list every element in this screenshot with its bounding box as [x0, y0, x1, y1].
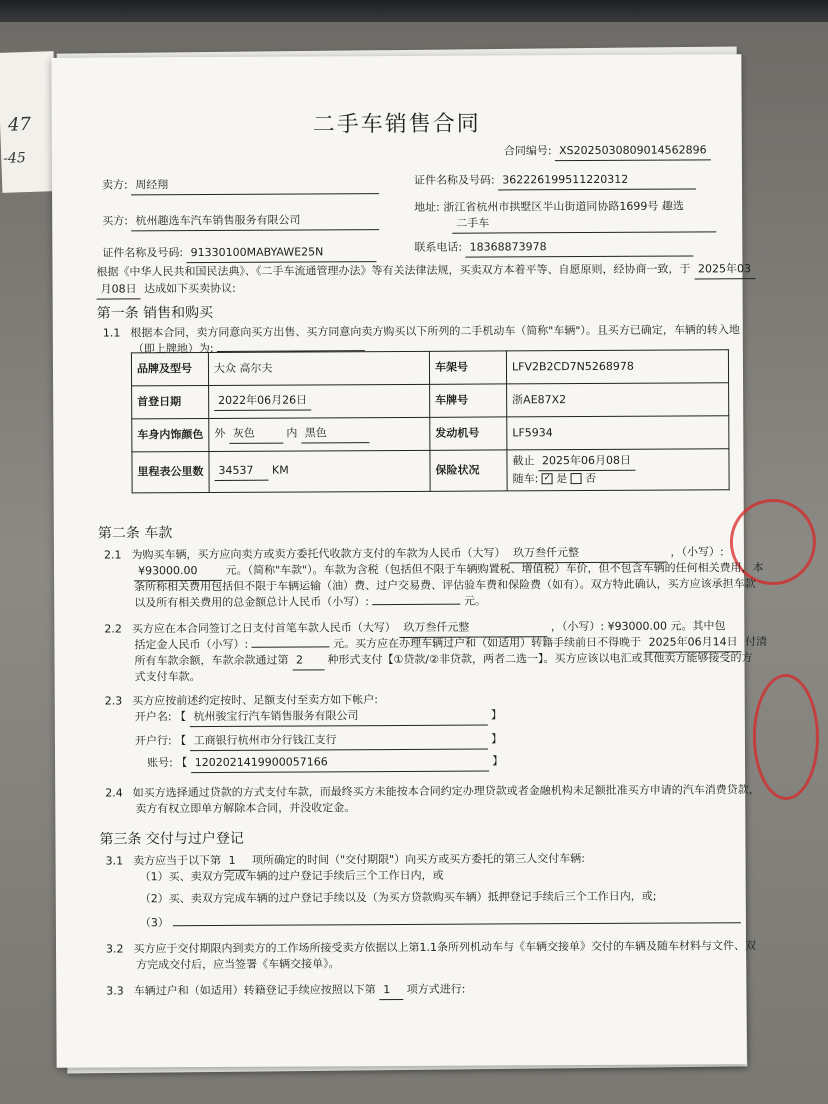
seller-id: 362226199511220312 — [498, 171, 696, 190]
contract-no-value: XS2025030809014562896 — [555, 142, 711, 160]
phone-label: 联系电话: — [414, 240, 463, 254]
buyer-name: 杭州趣选车汽车销售服务有限公司 — [131, 212, 379, 231]
table-row — [132, 416, 729, 452]
with-car-label: 随车: — [512, 471, 539, 485]
clause-text: 如买方选择通过贷款的方式支付车款，而最终买方未能按本合同约定办理贷款或者金融机构未足额批准买方申请的汽车消费贷款， — [132, 783, 760, 800]
clause-number: 1.1 — [102, 326, 121, 340]
clause-2-1-cont3 — [134, 594, 486, 612]
deposit-blank — [252, 646, 330, 647]
first-payment-chinese: 玖万叁仟元整 — [399, 619, 547, 637]
clause-3-1-opt2: （2）买、卖双方完成车辆的过户登记手续以及（为买方贷款购买车辆）抵押登记手续后三个工作日内，或; — [139, 889, 657, 906]
color-cell — [209, 417, 430, 451]
delivery-option: 1 — [225, 853, 249, 871]
seller-row — [102, 176, 379, 195]
contract-page — [51, 54, 768, 1068]
mileage-value: 34537 — [214, 463, 268, 481]
scribble-1: 47 — [7, 113, 32, 136]
mileage-label: 里程表公里数 — [132, 451, 209, 492]
interior-color: 黑色 — [301, 425, 369, 443]
clause-text: 买方应于交付期限内到卖方的工作场所接受卖方依据以上第1.1条所列机动车与《车辆交接单》交付的车辆及随车材料与文件、双 — [133, 939, 757, 956]
seller-id-row — [414, 171, 696, 190]
clause-2-2-cont3 — [135, 669, 201, 686]
clause-3-1-opt1: （1）买、卖双方完成车辆的过户登记手续后三个工作日内，或 — [139, 868, 444, 884]
account-name: 杭州骏宝行汽车销售服务有限公司 — [189, 708, 487, 727]
clause-text: 元。买方应在办理车辆过户和（如适用）转籍手续前日不得晚于 — [333, 635, 642, 651]
clause-3-3 — [106, 982, 465, 1001]
phone-value: 18368873978 — [466, 238, 694, 257]
account-name-label: 开户名: — [134, 710, 172, 724]
clause-number: 3.1 — [105, 854, 124, 868]
interior-label: 内 — [286, 426, 298, 440]
contract-title: 二手车销售合同 — [312, 111, 481, 138]
vin-value: LFV2B2CD7N5268978 — [506, 350, 728, 384]
clause-text: 以及所有相关费用的总金额总计人民币（小写）: — [134, 595, 369, 610]
plate-label: 车牌号 — [430, 384, 507, 417]
clause-number: 3.2 — [105, 942, 124, 956]
table-row — [132, 383, 729, 419]
clause-text: 所有车款余额，车款余款通过第 — [134, 653, 289, 668]
clause-text: 根据本合同，卖方同意向买方出售、买方同意向卖方购买以下所列的二手机动车（简称"车辆"）。且买方已确定，车辆的转入地 — [130, 323, 740, 340]
buyer-address-row2 — [452, 214, 716, 233]
amount-chinese: 玖万叁仟元整 — [509, 545, 667, 563]
account-number-row: 账号: 【 1202021419900057166 】 — [147, 753, 503, 772]
brand-label: 品牌及型号 — [131, 352, 208, 385]
section-2-title: 第二条 车款 — [97, 525, 173, 542]
intro-line2 — [97, 281, 236, 299]
clause-number: 2.2 — [104, 622, 122, 636]
clause-1-1 — [103, 322, 740, 342]
intro-tail: 达成如下买卖协议: — [144, 281, 236, 296]
clause-3-2 — [106, 938, 756, 958]
deadline-date: 2025年06月14日 — [645, 634, 742, 652]
laptop-edge — [0, 0, 828, 22]
vin-label: 车架号 — [429, 351, 506, 384]
yes-label: 是 — [556, 471, 568, 485]
clause-number: 2.3 — [104, 694, 123, 708]
intro-date-a: 2025年03 — [694, 261, 755, 279]
exterior-color: 灰色 — [229, 426, 283, 444]
account-name-row: 开户名: 【 杭州骏宝行汽车销售服务有限公司 】 — [135, 707, 502, 726]
table-row — [131, 350, 728, 386]
clause-text: 项所确定的时间（"交付期限"）向买方或买方委托的第三人交付车辆: — [252, 852, 585, 867]
buyer-label: 买方: — [102, 214, 128, 228]
account-number: 1202021419900057166 — [191, 754, 489, 773]
account-bank-label: 开户行: — [134, 734, 172, 748]
clause-text: ，（小写）: — [670, 545, 724, 559]
amount-number: ¥93000.00 — [134, 563, 222, 581]
yes-checkbox-checked: ✓ — [543, 473, 552, 484]
clause-text: 为购买车辆，买方应向卖方或卖方委托代收款方支付的车款为人民币（大写） — [131, 546, 506, 562]
clause-3-1-opt3 — [140, 912, 741, 932]
table-row — [132, 449, 729, 493]
clause-number: 3.3 — [106, 984, 124, 998]
buyer-address-line2: 二手车 — [452, 214, 716, 233]
clause-text: 卖方应当于以下第 — [133, 853, 222, 868]
buyer-id: 91330100MABYAWE25N — [187, 244, 377, 262]
reg-date-cell — [209, 384, 430, 418]
vehicle-info-table — [131, 349, 730, 493]
red-seal-stamp-2 — [753, 674, 820, 800]
seller-name: 周经翔 — [131, 176, 379, 195]
clause-text: 卖方有权立即单方解除本合同，并没收定金。 — [135, 801, 356, 816]
exterior-label: 外 — [214, 427, 226, 441]
clause-text: 付清 — [745, 635, 768, 649]
clause-text: 条所称相关费用包括但不限于车辆运输（油）费、过户交易费、评估验车费和保险费（如有）。双方特此确认，买方应该承担车款 — [134, 577, 756, 594]
payment-method: 2 — [292, 652, 324, 670]
no-checkbox — [571, 473, 582, 484]
insurance-until-label: 截止 — [512, 454, 535, 468]
clause-text: 车辆过户和（如适用）转籍登记手续应按照以下第 — [133, 983, 376, 998]
note-paper — [0, 51, 58, 193]
buyer-id-label: 证件名称及号码: — [102, 246, 184, 260]
engine-value: LF5934 — [507, 416, 729, 450]
option3-blank — [172, 922, 740, 926]
mileage-cell — [209, 450, 430, 492]
phone-row — [414, 238, 693, 257]
color-label: 车身内饰颜色 — [132, 418, 209, 451]
first-payment-number: ，（小写）: ¥93000.00 — [550, 619, 668, 634]
clause-2-4 — [105, 782, 760, 802]
clause-text: 元。（简称"车款"）。车款为含税（包括但不限于车辆购置税、增值税）车价，但不包含车辆的任何相关费用，本 — [225, 561, 764, 577]
clause-2-4-cont — [135, 800, 355, 818]
clause-text: 项方式进行: — [406, 982, 466, 996]
account-bank: 工商银行杭州市分行钱江支行 — [190, 732, 488, 751]
clause-text: 元。 — [463, 594, 486, 608]
buyer-address-line1: 浙江省杭州市拱墅区半山街道同协路1699号 趣选 — [443, 199, 684, 214]
mileage-unit: KM — [271, 463, 289, 477]
scribble-2: -45 — [2, 150, 27, 167]
insurance-label: 保险状况 — [430, 450, 507, 491]
insurance-cell — [507, 449, 729, 491]
clause-text: 种形式支付【①贷款/②非贷款，两者二选一】。买方应该以电汇或其他卖方能够接受的方 — [327, 651, 753, 667]
buyer-row — [102, 212, 379, 231]
clause-text: 方完成交付后，应当签署《车辆交接单》。 — [136, 957, 340, 972]
no-label: 否 — [585, 471, 597, 485]
brand-value: 大众 高尔夫 — [208, 351, 429, 385]
clause-2-2-cont2 — [134, 650, 752, 671]
clause-text: 式支付车款。 — [134, 670, 201, 684]
insurance-until-date: 2025年06月08日 — [538, 453, 635, 471]
plate-value: 浙AE87X2 — [507, 383, 729, 417]
clause-text: 买方应在本合同签订之日支付首笔车款人民币（大写） — [131, 621, 396, 636]
account-number-label: 账号: — [147, 756, 173, 770]
buyer-address-label: 地址: — [414, 200, 440, 214]
reg-date-value: 2022年06月26日 — [214, 393, 311, 411]
clause-number: 2.4 — [105, 786, 123, 800]
reg-date-label: 首登日期 — [132, 385, 209, 418]
section-3-title: 第三条 交付与过户登记 — [99, 830, 244, 848]
seller-label: 卖方: — [101, 178, 128, 192]
clause-text: 括定金人民币（小写）: — [134, 637, 249, 652]
intro-line1 — [96, 261, 755, 282]
clause-text: （即上牌地）为: — [132, 341, 214, 356]
intro-text: 根据《中华人民共和国民法典》、《二手车流通管理办法》等有关法律法规，买卖双方本着平等、自愿原则，经协商一致，于 — [96, 262, 691, 279]
contract-no-label: 合同编号: — [503, 144, 552, 158]
seller-id-label: 证件名称及号码: — [413, 173, 495, 187]
section-1-title: 第一条 销售和购买 — [96, 304, 214, 322]
clause-text: 元。其中包 — [670, 619, 726, 633]
clause-3-2-cont — [136, 956, 340, 974]
total-amount-blank — [372, 604, 460, 605]
buyer-id-row — [102, 244, 376, 263]
transfer-option: 1 — [379, 982, 403, 1000]
clause-text: （3） — [139, 916, 169, 930]
clause-number: 2.1 — [103, 548, 122, 562]
account-bank-row: 开户行: 【 工商银行杭州市分行钱江支行 】 — [135, 731, 502, 750]
clause-text: 买方应按前述约定按时、足额支付至卖方如下帐户: — [132, 693, 378, 708]
intro-date-b: 月08日 — [97, 281, 141, 299]
contract-number — [504, 142, 711, 161]
engine-label: 发动机号 — [430, 417, 507, 450]
